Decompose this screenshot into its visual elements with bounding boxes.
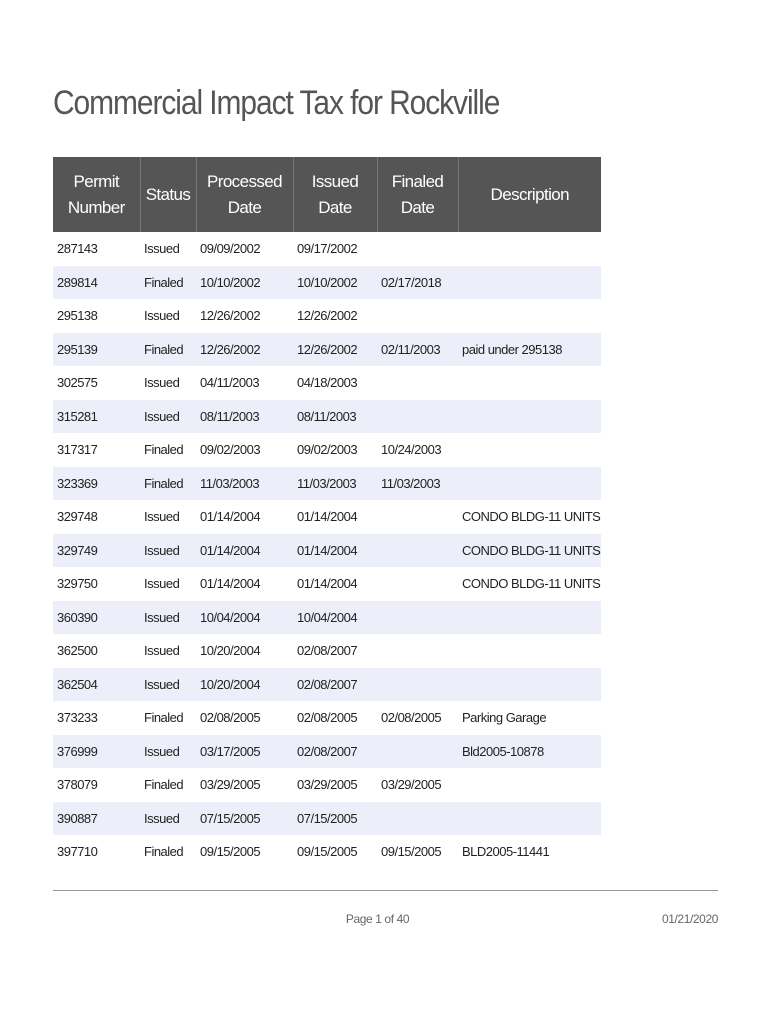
cell-issued-date: 02/08/2007 <box>293 735 377 769</box>
table-row <box>53 467 601 501</box>
cell-processed-date: 11/03/2003 <box>196 467 293 501</box>
cell-finaled-date: 02/08/2005 <box>381 710 442 726</box>
table-row <box>53 601 601 635</box>
cell-processed-date: 01/14/2004 <box>200 509 261 525</box>
table-row <box>53 534 601 568</box>
cell-processed-date: 08/11/2003 <box>196 400 293 434</box>
cell-permit-number: 317317 <box>57 442 98 458</box>
cell-description <box>458 433 601 467</box>
cell-permit-number: 295139 <box>53 333 140 367</box>
table-header <box>53 157 601 232</box>
cell-status: Finaled <box>144 777 184 793</box>
cell-status: Issued <box>144 375 180 391</box>
cell-finaled-date <box>377 668 458 702</box>
cell-description: CONDO BLDG-11 UNITS <box>462 576 601 592</box>
cell-description <box>458 366 601 400</box>
cell-issued-date: 09/15/2005 <box>297 844 358 860</box>
cell-status: Finaled <box>140 266 196 300</box>
cell-status: Issued <box>140 735 196 769</box>
cell-issued-date: 11/03/2003 <box>293 467 377 501</box>
table-row <box>53 835 601 869</box>
table-row <box>53 500 601 534</box>
cell-finaled-date: 09/15/2005 <box>381 844 442 860</box>
cell-permit-number: 373233 <box>57 710 98 726</box>
column-header-permit-number: Permit Number <box>53 157 140 232</box>
cell-status: Issued <box>144 241 180 257</box>
cell-status: Finaled <box>140 333 196 367</box>
column-header-description: Description <box>458 157 601 232</box>
cell-issued-date: 10/04/2004 <box>293 601 377 635</box>
cell-status: Issued <box>140 601 196 635</box>
cell-finaled-date: 02/17/2018 <box>377 266 458 300</box>
column-header-processed-date: Processed Date <box>196 157 293 232</box>
cell-finaled-date <box>377 366 458 400</box>
cell-finaled-date: 03/29/2005 <box>381 777 442 793</box>
header-row <box>53 157 601 232</box>
cell-permit-number: 315281 <box>53 400 140 434</box>
cell-description: paid under 295138 <box>458 333 601 367</box>
cell-permit-number: 360390 <box>53 601 140 635</box>
cell-status: Issued <box>144 576 180 592</box>
cell-permit-number: 378079 <box>57 777 98 793</box>
cell-description <box>458 668 601 702</box>
cell-status: Finaled <box>144 710 184 726</box>
cell-permit-number: 362500 <box>57 643 98 659</box>
cell-permit-number: 397710 <box>57 844 98 860</box>
cell-description <box>458 768 601 802</box>
cell-description <box>458 802 601 836</box>
cell-issued-date: 02/08/2007 <box>293 668 377 702</box>
cell-permit-number: 390887 <box>53 802 140 836</box>
cell-status: Finaled <box>144 442 184 458</box>
cell-description <box>458 232 601 266</box>
cell-description: CONDO BLDG-11 UNITS <box>458 534 601 568</box>
cell-description <box>458 266 601 300</box>
page-number: Page 1 of 40 <box>345 912 410 926</box>
column-header-status: Status <box>140 157 196 232</box>
cell-permit-number: 362504 <box>53 668 140 702</box>
cell-description: Parking Garage <box>462 710 547 726</box>
cell-permit-number: 295138 <box>57 308 98 324</box>
cell-processed-date: 10/10/2002 <box>196 266 293 300</box>
cell-processed-date: 12/26/2002 <box>200 308 261 324</box>
cell-description: Bld2005-10878 <box>458 735 601 769</box>
table-row <box>53 232 601 266</box>
column-header-finaled-date: Finaled Date <box>377 157 458 232</box>
cell-issued-date: 01/14/2004 <box>293 534 377 568</box>
cell-issued-date: 10/10/2002 <box>293 266 377 300</box>
table-row <box>53 567 601 601</box>
cell-description <box>458 400 601 434</box>
cell-processed-date: 02/08/2005 <box>200 710 261 726</box>
cell-issued-date: 12/26/2002 <box>297 308 358 324</box>
cell-finaled-date <box>377 400 458 434</box>
cell-finaled-date: 11/03/2003 <box>377 467 458 501</box>
table-row <box>53 333 601 367</box>
cell-processed-date: 12/26/2002 <box>196 333 293 367</box>
table-row <box>53 433 601 467</box>
cell-description <box>458 634 601 668</box>
cell-finaled-date <box>377 232 458 266</box>
cell-processed-date: 09/15/2005 <box>200 844 261 860</box>
cell-description <box>458 467 601 501</box>
table-row <box>53 366 601 400</box>
cell-status: Issued <box>144 308 180 324</box>
cell-finaled-date <box>377 567 458 601</box>
cell-finaled-date <box>377 601 458 635</box>
cell-finaled-date <box>377 534 458 568</box>
cell-permit-number: 329750 <box>57 576 98 592</box>
table-row <box>53 634 601 668</box>
cell-processed-date: 01/14/2004 <box>196 534 293 568</box>
cell-finaled-date <box>377 802 458 836</box>
cell-finaled-date: 10/24/2003 <box>381 442 442 458</box>
cell-issued-date: 01/14/2004 <box>297 509 358 525</box>
cell-finaled-date <box>377 500 458 534</box>
column-header-issued-date: Issued Date <box>293 157 377 232</box>
cell-finaled-date: 02/11/2003 <box>377 333 458 367</box>
page-title: Commercial Impact Tax for Rockville <box>53 84 500 122</box>
cell-description: BLD2005-11441 <box>462 844 550 860</box>
print-date: 01/21/2020 <box>661 912 718 926</box>
cell-processed-date: 10/20/2004 <box>196 668 293 702</box>
cell-issued-date: 08/11/2003 <box>293 400 377 434</box>
cell-description <box>458 601 601 635</box>
cell-processed-date: 09/02/2003 <box>200 442 261 458</box>
cell-status: Finaled <box>144 844 184 860</box>
cell-processed-date: 10/20/2004 <box>200 643 261 659</box>
cell-issued-date: 01/14/2004 <box>297 576 358 592</box>
cell-issued-date: 02/08/2005 <box>297 710 358 726</box>
cell-permit-number: 289814 <box>53 266 140 300</box>
table-row <box>53 735 601 769</box>
cell-finaled-date <box>377 735 458 769</box>
table-row <box>53 701 601 735</box>
cell-processed-date: 03/29/2005 <box>200 777 261 793</box>
cell-status: Issued <box>140 802 196 836</box>
cell-processed-date: 09/09/2002 <box>200 241 261 257</box>
table-body <box>53 232 601 869</box>
cell-permit-number: 323369 <box>53 467 140 501</box>
cell-status: Finaled <box>140 467 196 501</box>
table-row <box>53 668 601 702</box>
cell-processed-date: 03/17/2005 <box>196 735 293 769</box>
cell-issued-date: 12/26/2002 <box>293 333 377 367</box>
cell-permit-number: 329748 <box>57 509 98 525</box>
table-row <box>53 400 601 434</box>
cell-issued-date: 04/18/2003 <box>297 375 358 391</box>
cell-processed-date: 07/15/2005 <box>196 802 293 836</box>
cell-issued-date: 03/29/2005 <box>297 777 358 793</box>
cell-permit-number: 302575 <box>57 375 98 391</box>
cell-processed-date: 10/04/2004 <box>196 601 293 635</box>
cell-permit-number: 329749 <box>53 534 140 568</box>
table-row <box>53 768 601 802</box>
cell-permit-number: 376999 <box>53 735 140 769</box>
footer-divider <box>53 890 718 891</box>
cell-status: Issued <box>144 509 180 525</box>
table-row <box>53 802 601 836</box>
cell-issued-date: 09/17/2002 <box>297 241 358 257</box>
table-row <box>53 299 601 333</box>
cell-status: Issued <box>140 534 196 568</box>
cell-finaled-date <box>377 634 458 668</box>
cell-processed-date: 04/11/2003 <box>200 375 260 391</box>
permit-table <box>53 157 601 869</box>
cell-permit-number: 287143 <box>57 241 98 257</box>
cell-status: Issued <box>140 400 196 434</box>
cell-issued-date: 09/02/2003 <box>297 442 358 458</box>
cell-status: Issued <box>144 643 180 659</box>
cell-description <box>458 299 601 333</box>
cell-status: Issued <box>140 668 196 702</box>
cell-finaled-date <box>377 299 458 333</box>
cell-issued-date: 02/08/2007 <box>297 643 358 659</box>
table-row <box>53 266 601 300</box>
cell-description: CONDO BLDG-11 UNITS <box>462 509 601 525</box>
cell-processed-date: 01/14/2004 <box>200 576 261 592</box>
cell-issued-date: 07/15/2005 <box>293 802 377 836</box>
